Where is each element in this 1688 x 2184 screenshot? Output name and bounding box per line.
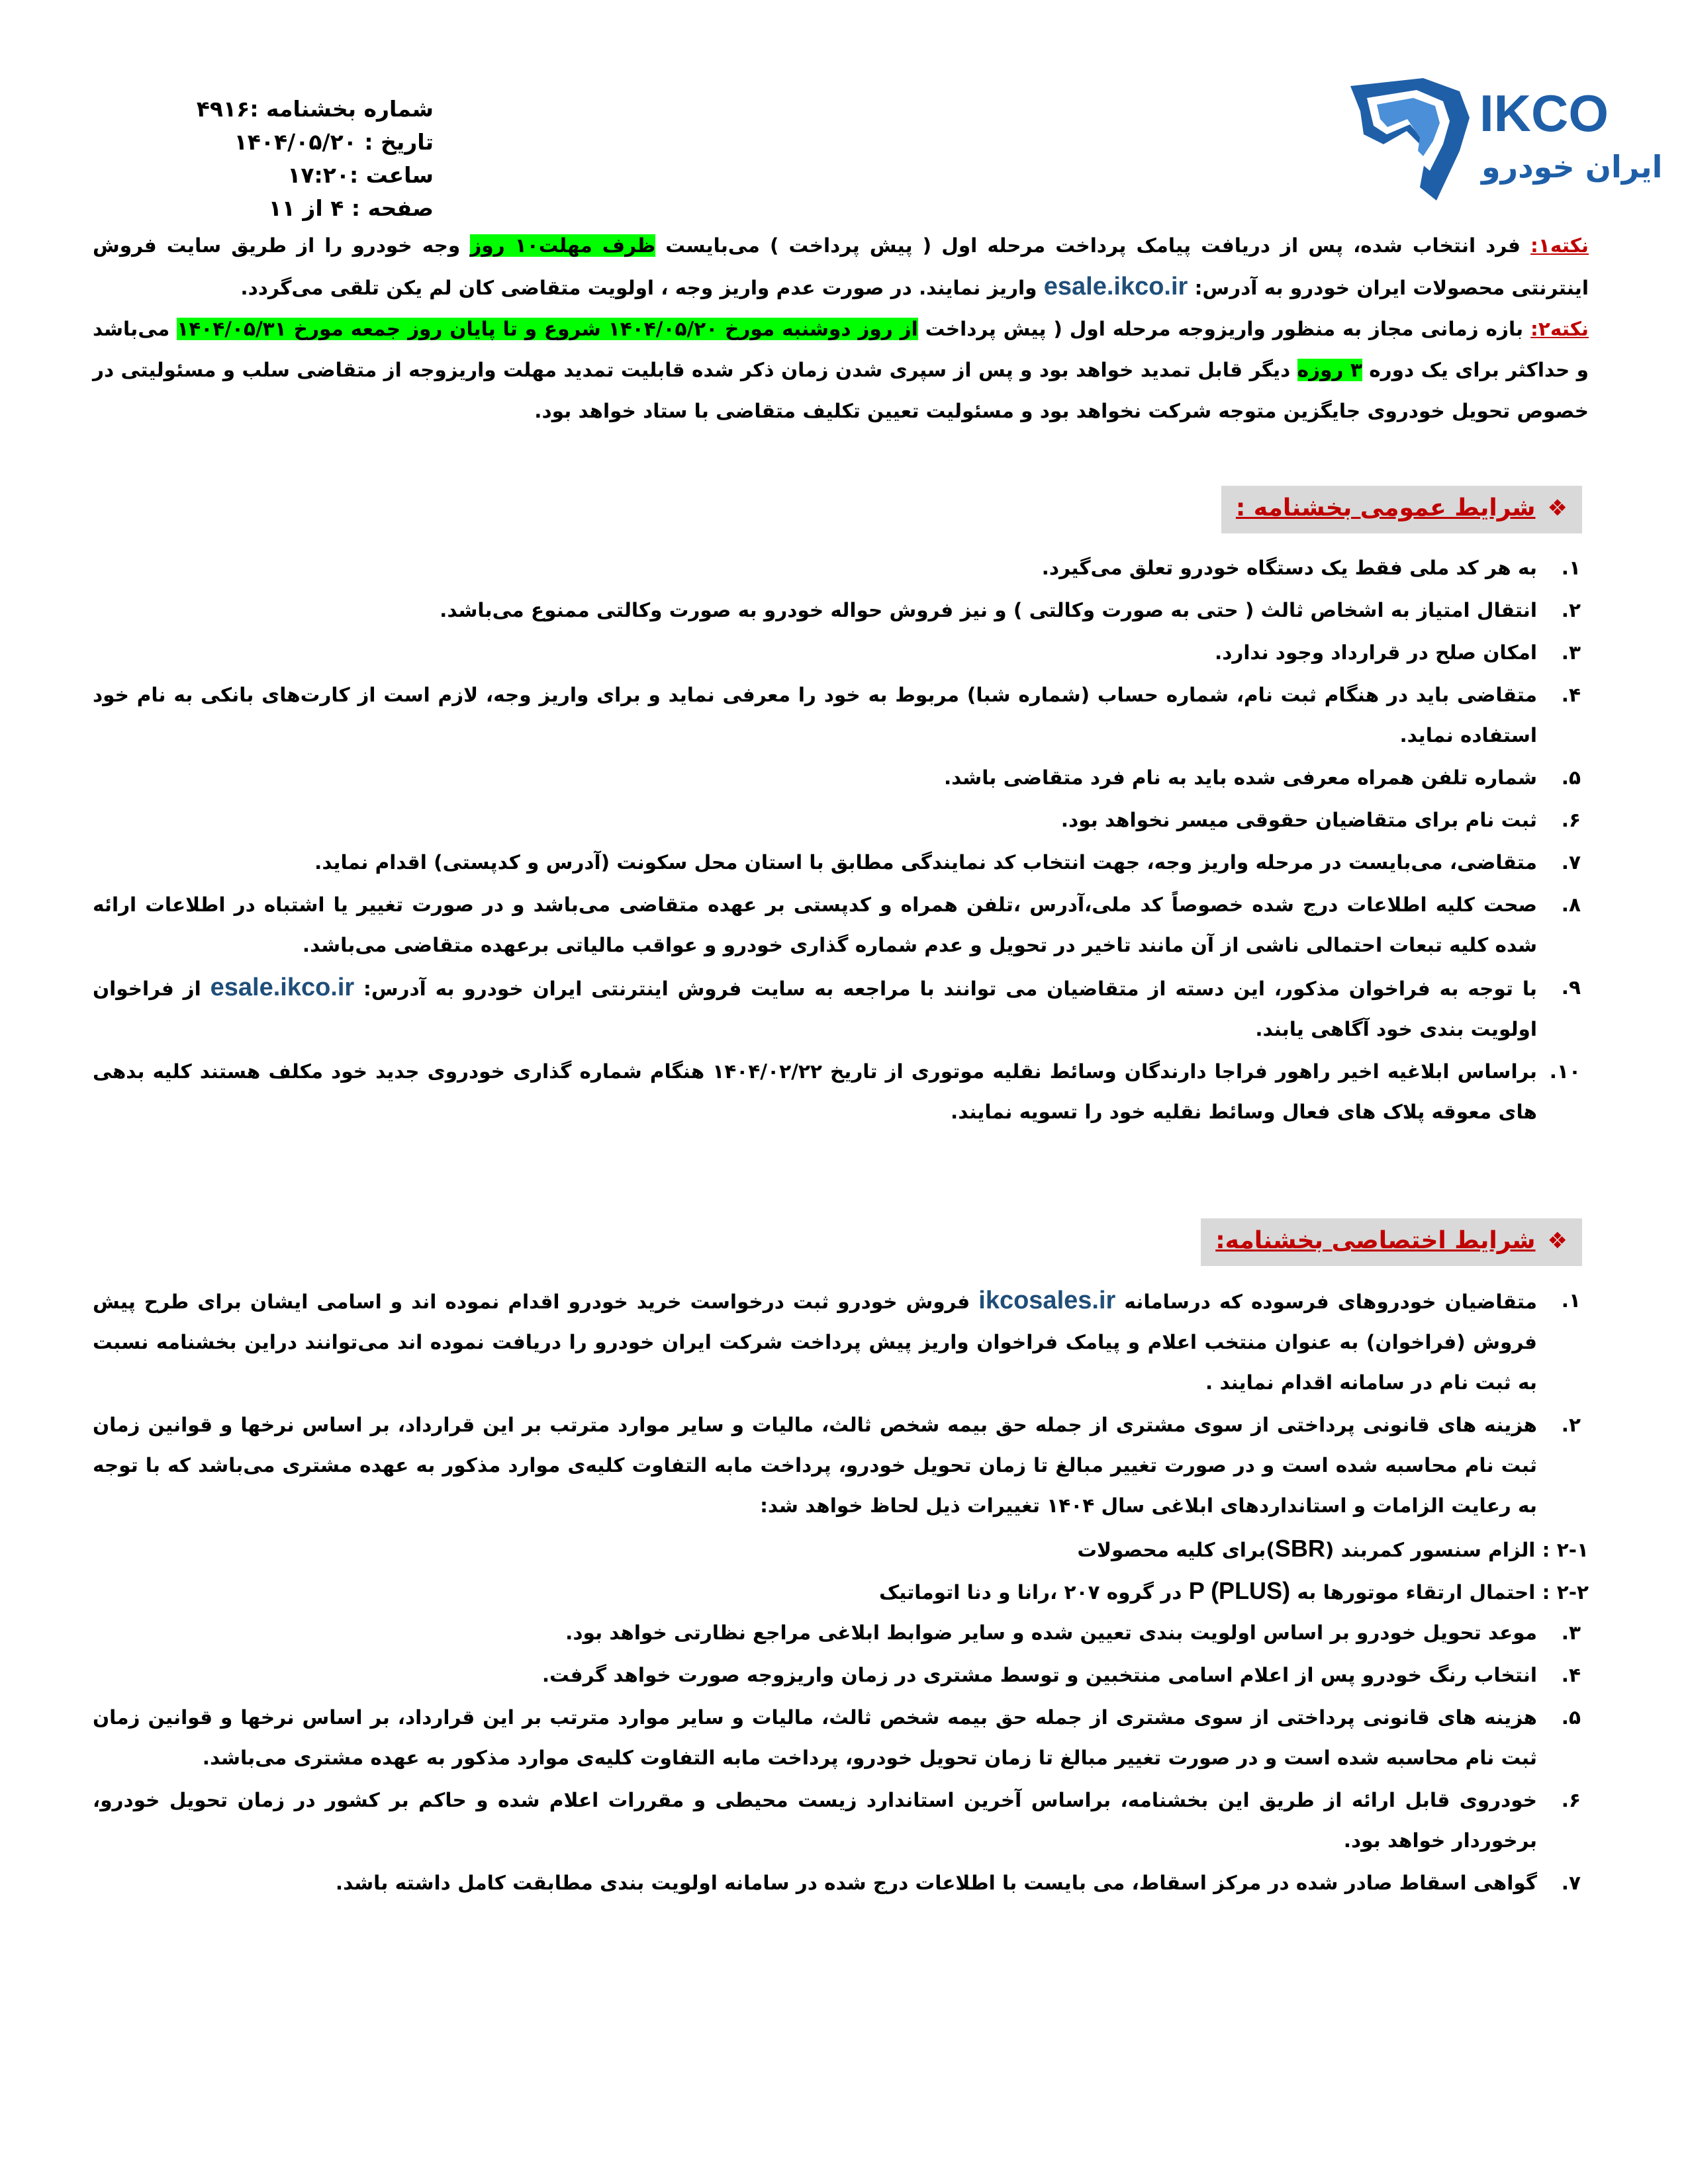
item-text: گواهی اسقاط صادر شده در مرکز اسقاط، می بایست با اطلاعات درج شده در سامانه اولویت بندی مطابقت کامل داشته باشد. (335, 1872, 1537, 1894)
item-number: ۵. (1561, 766, 1581, 789)
list-item (93, 885, 1589, 966)
specific-conditions-list-cont (93, 1613, 1589, 1903)
item-number: ۲. (1561, 599, 1581, 621)
sub-item-suffix: )برای کلیه محصولات (1077, 1539, 1275, 1561)
note-2-text-a: بازه زمانی مجاز به منظور واریزوجه مرحله اول ( پیش پرداخت (917, 318, 1530, 340)
list-item (93, 1405, 1589, 1526)
sub-item-2-2 (93, 1570, 1589, 1613)
ikco-logo (1344, 71, 1663, 204)
item-number: ۸. (1561, 893, 1581, 916)
logo-text: IKCO (1479, 84, 1609, 142)
esale-link[interactable]: esale.ikco.ir (1043, 273, 1188, 300)
item-text: متقاضی باید در هنگام ثبت نام، شماره حساب (شماره شبا) مربوط به خود را معرفی نماید و برای واریز وجه، لازم است از کارت‌های بانکی به نام خود استفاده نماید. (93, 684, 1537, 747)
note-1-text-c: واریز نمایند. در صورت عدم واریز وجه ، اولویت متقاضی کان لم یکن تلقی می‌گردد. (240, 277, 1044, 299)
item-number: ۳. (1561, 641, 1581, 664)
specific-conditions-heading (1201, 1218, 1582, 1266)
specific-conditions-title: شرایط اختصاصی بخشنامه: (1215, 1227, 1536, 1254)
item-number: ۷. (1561, 851, 1581, 874)
list-item (93, 590, 1589, 631)
item-number: ۱. (1561, 1289, 1581, 1312)
list-item (93, 800, 1589, 841)
note-2-label: نکته۲: (1530, 318, 1589, 340)
item-number: ۳. (1561, 1621, 1581, 1644)
specific-conditions-list (93, 1281, 1589, 1526)
item-number: ۱. (1561, 557, 1581, 579)
diamond-bullet-icon: ❖ (1547, 1228, 1568, 1254)
note-1-text-b: وجه خودرو را از طریق سایت فروش اینترنتی محصولات ایران خودرو به آدرس: (93, 234, 1589, 299)
list-item (93, 1863, 1589, 1903)
item-text: خودروی قابل ارائه از طریق این بخشنامه، براساس آخرین استاندارد زیست محیطی و مقررات اعلام شده و حاکم بر کشور در زمان تحویل خودرو، برخوردار خواهد بود. (93, 1789, 1537, 1852)
item-text: متقاضی، می‌بایست در مرحله واریز وجه، جهت انتخاب کد نمایندگی مطابق با استان محل سکونت (آدرس و کدپستی) اقدام نماید. (314, 851, 1537, 874)
bulletin-date: تاریخ : ۱۴۰۴/۰۵/۲۰ (234, 129, 434, 155)
item-text: ثبت نام برای متقاضیان حقوقی میسر نخواهد بود. (1060, 809, 1537, 831)
list-item (93, 675, 1589, 756)
bulletin-number: شماره بخشنامه :۴۹۱۶ (196, 96, 434, 122)
note-1-text-a: فرد انتخاب شده، پس از دریافت پیامک پرداخت مرحله اول ( پیش پرداخت ) می‌بایست (655, 234, 1531, 257)
specific-conditions-section (93, 1218, 1582, 1266)
item-number: ۹. (1561, 976, 1581, 999)
list-item (93, 968, 1589, 1050)
sub-item-suffix: در گروه ۲۰۷ ،رانا و دنا اتوماتیک (878, 1581, 1189, 1604)
item-text: شماره تلفن همراه معرفی شده باید به نام فرد متقاضی باشد. (943, 766, 1537, 789)
item-text: انتقال امتیاز به اشخاص ثالث ( حتی به صورت وکالتی ) و نیز فروش حواله خودرو به صورت وکالتی ممنوع می‌باشد. (440, 599, 1537, 621)
list-item (93, 758, 1589, 798)
list-item (93, 842, 1589, 883)
list-item (93, 548, 1589, 588)
list-item (93, 1613, 1589, 1653)
item-text: صحت کلیه اطلاعات درج شده خصوصاً کد ملی،آدرس ،تلفن همراه و کدپستی بر عهده متقاضی می‌باشد و در صورت تغییر یا اشتباه در اطلاعات ارائه شده کلیه تبعات احتمالی ناشی از آن مانند تاخیر در تحویل و عدم شماره گذاری خودرو و عواقب مالیاتی برعهده متقاضی می‌باشد. (93, 893, 1537, 956)
item-number: ۱۰. (1549, 1060, 1581, 1083)
general-conditions-section (93, 486, 1582, 533)
list-item (93, 1780, 1589, 1861)
note-1-label: نکته۱: (1530, 234, 1589, 257)
general-conditions-list (93, 548, 1589, 1132)
item-number: ۶. (1561, 1789, 1581, 1811)
list-item (93, 1281, 1589, 1403)
item-text: متقاضیان خودروهای فرسوده که درسامانه (1115, 1291, 1537, 1313)
logo-persian-text: ایران خودرو (1481, 149, 1663, 185)
note-1 (93, 225, 1589, 308)
list-item (93, 1698, 1589, 1778)
item-number: ۵. (1561, 1706, 1581, 1729)
sbr-label: SBR (1274, 1535, 1325, 1562)
item-number: ۶. (1561, 809, 1581, 831)
note-2-highlight-days: ۳ روزه (1297, 359, 1362, 381)
bulletin-meta (129, 93, 434, 225)
list-item (93, 1655, 1589, 1696)
item-text: براساس ابلاغیه اخیر راهور فراجا دارندگان وسائط نقلیه موتوری از تاریخ ۱۴۰۴/۰۲/۲۲ هنگام شماره گذاری خودروی جدید خود مکلف هستند کلیه بدهی های معوقه پلاک های فعال وسائط نقلیه خود را تسویه نمایند. (93, 1060, 1537, 1123)
sub-item-2-1 (93, 1528, 1589, 1570)
page-number: صفحه : ۴ از ۱۱ (268, 195, 434, 221)
item-number: ۲. (1561, 1414, 1581, 1436)
plus-label: P (PLUS) (1188, 1577, 1291, 1604)
diamond-bullet-icon: ❖ (1547, 495, 1568, 522)
item-text: با توجه به فراخوان مذکور، این دسته از متقاضیان می توانند با مراجعه به سایت فروش اینترنتی ایران خودرو به آدرس: (354, 978, 1537, 1000)
sub-item-prefix: ۲-۱ : الزام سنسور کمربند ( (1325, 1539, 1589, 1561)
esale-link[interactable]: esale.ikco.ir (210, 974, 355, 1001)
note-2-highlight-dates: از روز دوشنبه مورخ ۱۴۰۴/۰۵/۲۰ شروع و تا پایان روز جمعه مورخ ۱۴۰۴/۰۵/۳۱ (177, 318, 918, 340)
item-text: از فراخوان اولویت بندی خود آگاهی یابند. (93, 978, 1537, 1040)
note-2-text-b: می‌باشد و حداکثر برای یک دوره (93, 318, 1589, 381)
item-number: ۴. (1561, 1664, 1581, 1686)
list-item (93, 633, 1589, 673)
general-conditions-title: شرایط عمومی بخشنامه : (1235, 494, 1536, 522)
document-body (93, 225, 1589, 1905)
item-text: به هر کد ملی فقط یک دستگاه خودرو تعلق می‌گیرد. (1041, 557, 1537, 579)
item-text: موعد تحویل خودرو بر اساس اولویت بندی تعیین شده و سایر ضوابط ابلاغی مراجع نظارتی خواهد بود. (565, 1621, 1537, 1644)
bulletin-time: ساعت :۱۷:۲۰ (287, 162, 434, 188)
note-1-highlight: ظرف مهلت۱۰ روز (470, 234, 656, 257)
item-text: فروش خودرو ثبت درخواست خرید خودرو اقدام نموده اند و اسامی ایشان برای طرح پیش فروش (فراخوان) به عنوان منتخب اعلام و پیامک فراخوان واریز پیش پرداخت شرکت ایران خودرو را دریافت نموده اند می‌توانند دراین بخشنامه نسبت به ثبت نام در سامانه اقدام نمایند . (93, 1291, 1537, 1394)
item-number: ۴. (1561, 684, 1581, 706)
sub-item-prefix: ۲-۲ : احتمال ارتقاء موتورها به (1290, 1581, 1589, 1604)
horse-logo-icon (1344, 71, 1663, 204)
note-2-text-c: دیگر قابل تمدید خواهد بود و پس از سپری شدن زمان ذکر شده قابلیت تمدید مهلت واریزوجه از متقاضی سلب و مسئولیتی در خصوص تحویل خودروی جایگزین متوجه شرکت نخواهد بود و مسئولیت تعیین تکلیف متقاضی با ستاد خواهد بود. (93, 359, 1589, 422)
item-text: انتخاب رنگ خودرو پس از اعلام اسامی منتخبین و توسط مشتری در زمان واریزوجه صورت خواهد گرفت. (541, 1664, 1537, 1686)
note-2 (93, 308, 1589, 432)
item-text: هزینه های قانونی پرداختی از سوی مشتری از جمله حق بیمه شخص ثالث، مالیات و سایر موارد مترتب بر این قرارداد، بر اساس نرخها و قوانین زمان ثبت نام محاسبه شده است و در صورت تغییر مبالغ تا زمان تحویل خودرو، پرداخت مابه التفاوت کلیه‌ی موارد مذکور به عهده مشتری می‌باشد. (93, 1706, 1537, 1769)
item-text: هزینه های قانونی پرداختی از سوی مشتری از جمله حق بیمه شخص ثالث، مالیات و سایر موارد مترتب بر این قرارداد، بر اساس نرخها و قوانین زمان ثبت نام محاسبه شده است و در صورت تغییر مبالغ تا زمان تحویل خودرو، پرداخت مابه التفاوت کلیه‌ی موارد مذکور به عهده مشتری می‌باشد که با توجه به رعایت الزامات و استانداردهای ابلاغی سال ۱۴۰۴ تغییرات ذیل لحاظ خواهد شد: (93, 1414, 1537, 1517)
item-text: امکان صلح در قرارداد وجود ندارد. (1214, 641, 1537, 664)
item-number: ۷. (1561, 1872, 1581, 1894)
list-item (93, 1052, 1589, 1132)
ikcosales-link[interactable]: ikcosales.ir (978, 1287, 1116, 1314)
general-conditions-heading (1221, 486, 1582, 533)
